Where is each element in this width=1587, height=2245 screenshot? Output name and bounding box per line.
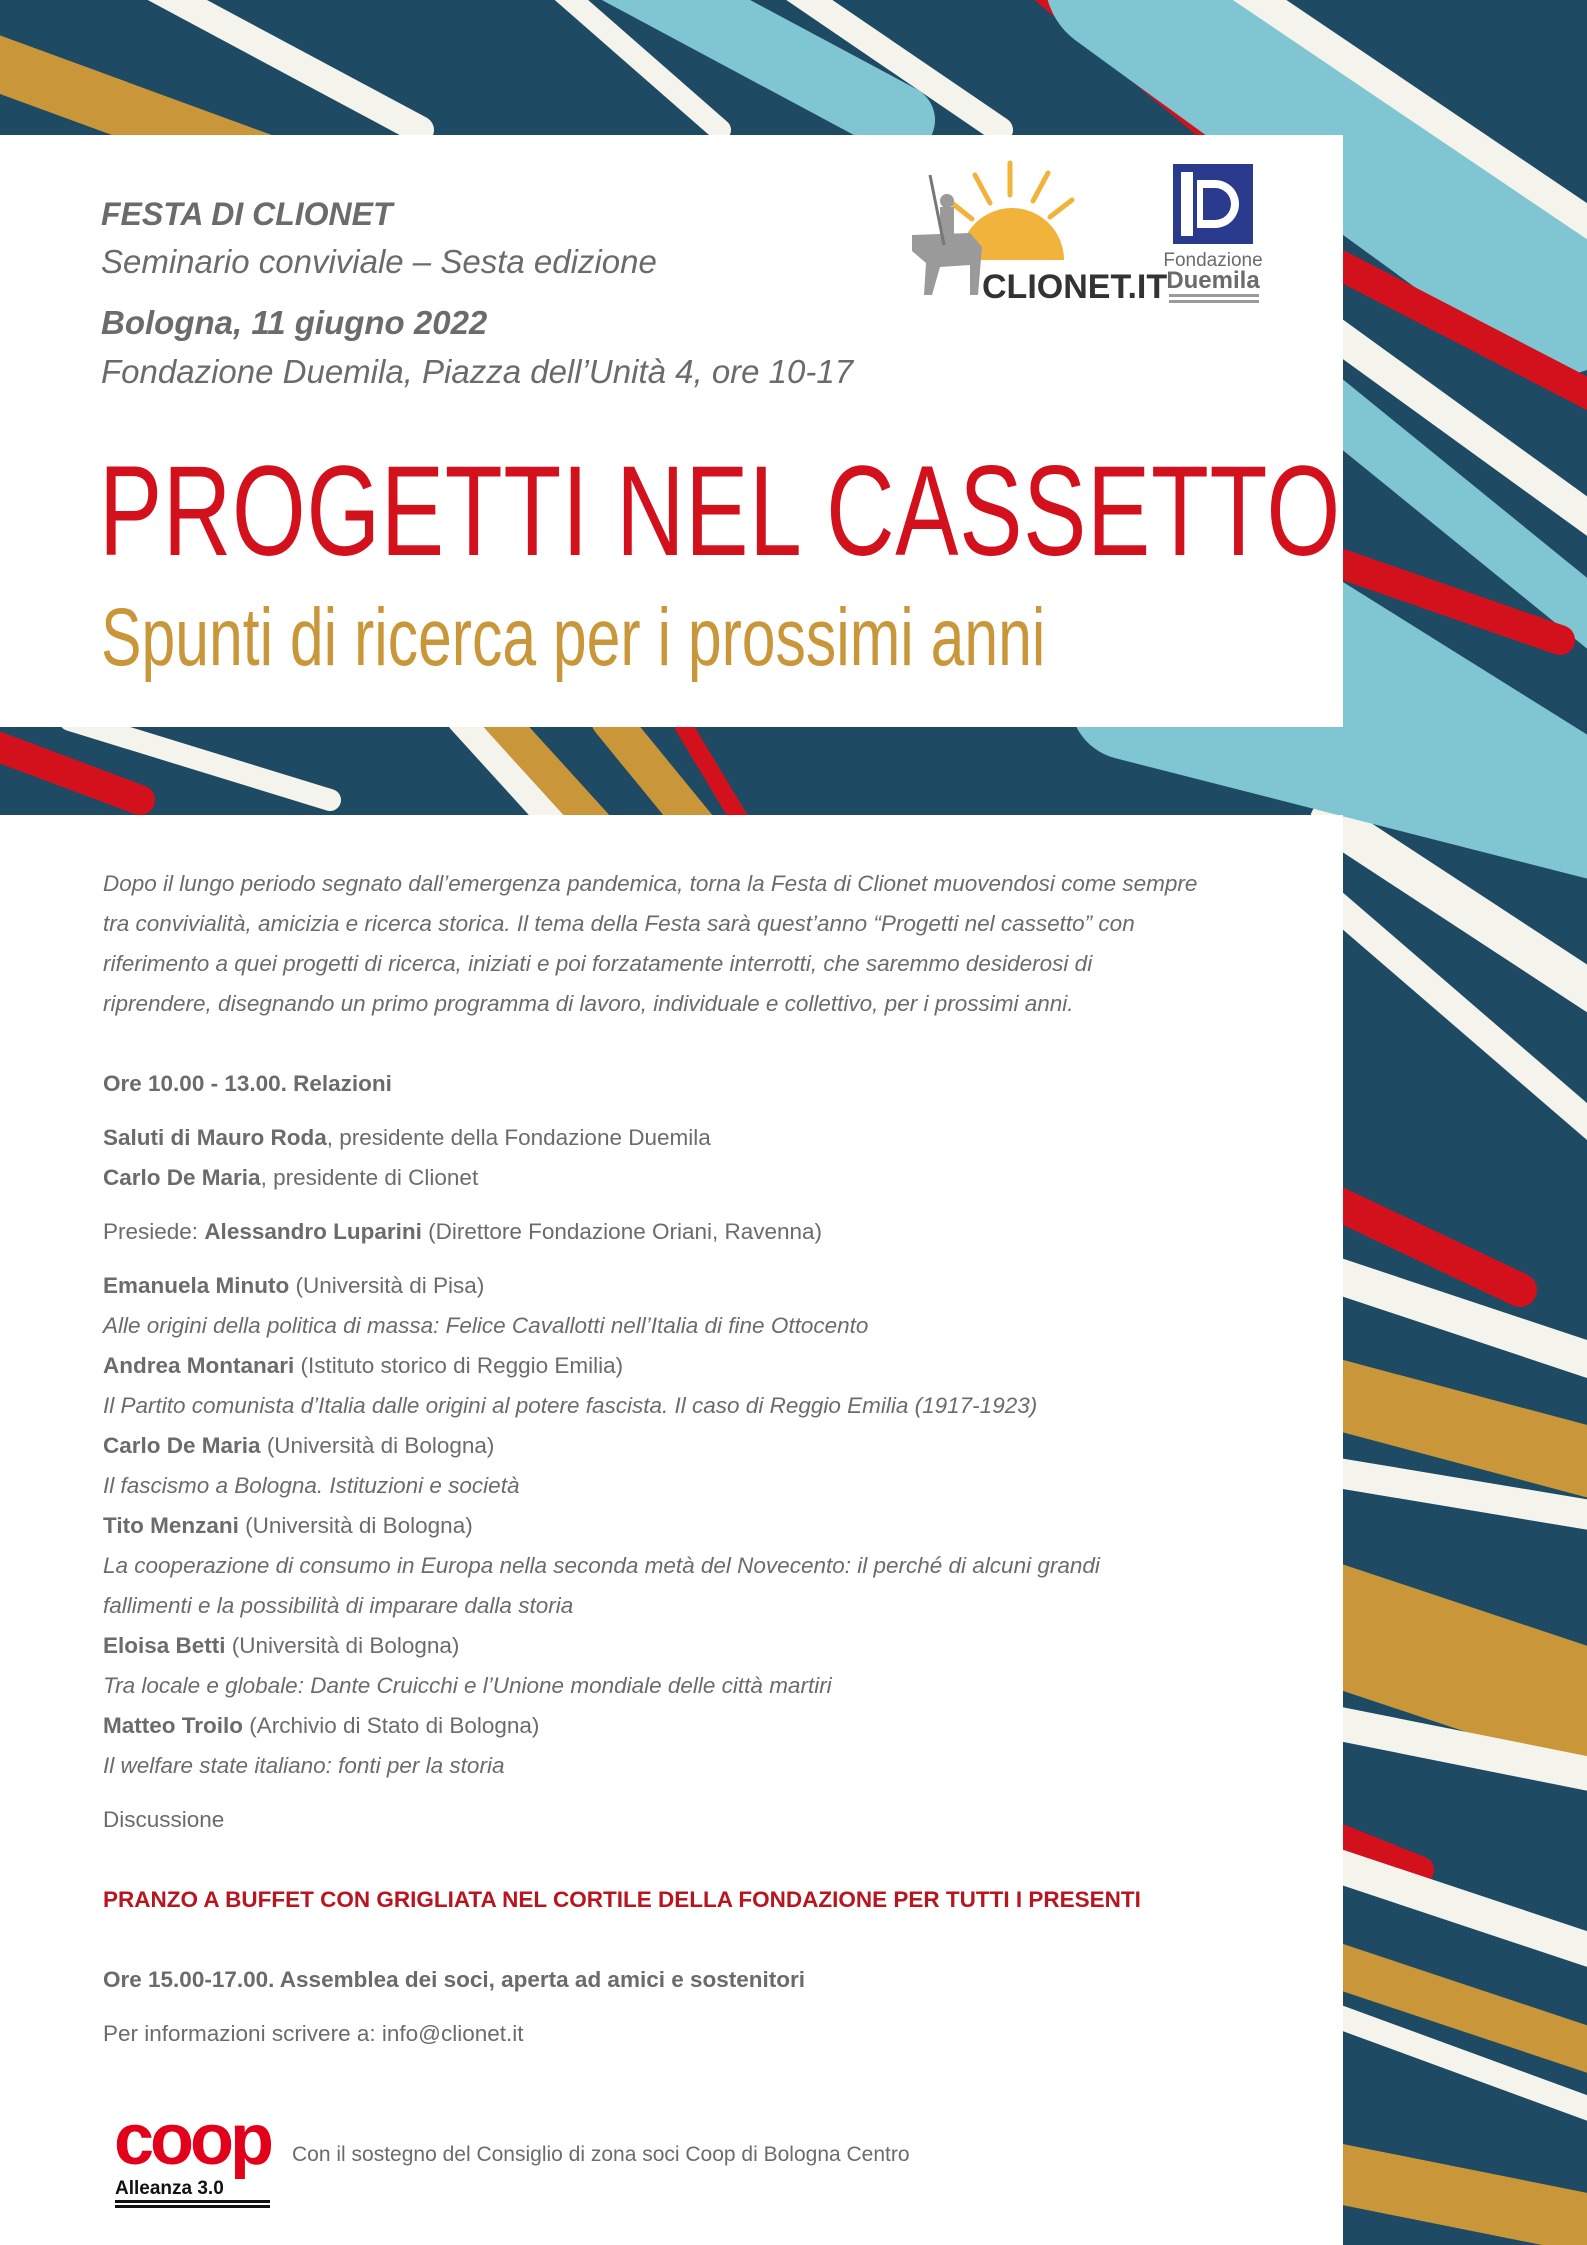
intro-line: tra convivialità, amicizia e ricerca storica. Il tema della Festa sarà quest’anno “Progetti nel cassetto” con	[103, 911, 1135, 936]
talk-title: La cooperazione di consumo in Europa nella seconda metà del Novecento: il perché di alcuni grandi	[103, 1553, 1100, 1578]
speaker-line	[103, 1426, 1283, 1466]
greeting-line	[103, 1158, 1283, 1198]
event-venue: Fondazione Duemila, Piazza dell’Unità 4, ore 10-17	[101, 353, 854, 390]
talk-title: Tra locale e globale: Dante Cruicchi e l’Unione mondiale delle città martiri	[103, 1673, 832, 1698]
coop-logo-subtext: Alleanza 3.0	[115, 2178, 224, 2199]
greeting-name: Carlo De Maria	[103, 1165, 261, 1190]
intro-line: Dopo il lungo periodo segnato dall’emergenza pandemica, torna la Festa di Clionet muovendosi come sempre	[103, 871, 1198, 896]
greeting-name: Saluti di Mauro Roda	[103, 1125, 327, 1150]
speaker-line	[103, 1506, 1283, 1546]
speaker-line	[103, 1626, 1283, 1666]
event-edition: Seminario conviviale – Sesta edizione	[101, 243, 657, 280]
speaker-name: Tito Menzani	[103, 1513, 239, 1538]
duemila-logo-line1: Fondazione	[1163, 250, 1263, 271]
coop-logo-text: coop	[114, 2100, 270, 2180]
talk-title: Alle origini della politica di massa: Felice Cavallotti nell’Italia di fine Ottocento	[103, 1313, 869, 1338]
intro-paragraph	[103, 864, 1283, 1024]
speaker-name: Andrea Montanari	[103, 1353, 295, 1378]
chair-label: Presiede:	[103, 1219, 205, 1244]
lunch-announcement: PRANZO A BUFFET CON GRIGLIATA NEL CORTILE DELLA FONDAZIONE PER TUTTI I PRESENTI	[103, 1887, 1141, 1912]
morning-heading: Ore 10.00 - 13.00. Relazioni	[103, 1071, 392, 1096]
page-title: PROGETTI NEL CASSETTO	[99, 440, 1341, 583]
speaker-name: Matteo Troilo	[103, 1713, 243, 1738]
duemila-logo-line2: Duemila	[1166, 267, 1260, 294]
clionet-logo-text: CLIONET.IT	[982, 268, 1168, 306]
speaker-line	[103, 1266, 1283, 1306]
coop-logo	[110, 2100, 275, 2214]
greeting-line	[103, 1118, 1283, 1158]
discussion-label: Discussione	[103, 1807, 225, 1832]
speaker-name: Emanuela Minuto	[103, 1273, 290, 1298]
chair-line	[103, 1212, 1283, 1252]
talk-title: Il Partito comunista d’Italia dalle origini al potere fascista. Il caso di Reggio Emilia (1917-1923)	[103, 1393, 1038, 1418]
clionet-logo	[900, 155, 1168, 315]
speaker-line	[103, 1346, 1283, 1386]
speaker-name: Carlo De Maria	[103, 1433, 261, 1458]
intro-line: riprendere, disegnando un primo programma di lavoro, individuale e collettivo, per i prossimi anni.	[103, 991, 1074, 1016]
speaker-affiliation: (Università di Pisa)	[289, 1273, 485, 1298]
afternoon-heading: Ore 15.00-17.00. Assemblea dei soci, aperta ad amici e sostenitori	[103, 1967, 806, 1992]
info-line: Per informazioni scrivere a: info@clionet.it	[103, 2021, 524, 2046]
talk-title: Il welfare state italiano: fonti per la storia	[103, 1753, 505, 1778]
talk-title: fallimenti e la possibilità di imparare dalla storia	[103, 1593, 574, 1618]
event-name: FESTA DI CLIONET	[101, 196, 393, 232]
speaker-affiliation: (Università di Bologna)	[225, 1633, 460, 1658]
greeting-role: , presidente della Fondazione Duemila	[326, 1125, 711, 1150]
fondazione-duemila-logo	[1155, 160, 1275, 310]
speaker-affiliation: (Università di Bologna)	[238, 1513, 473, 1538]
talk-title: Il fascismo a Bologna. Istituzioni e società	[103, 1473, 520, 1498]
chair-name: Alessandro Luparini	[204, 1219, 422, 1244]
speaker-line	[103, 1706, 1283, 1746]
speaker-affiliation: (Istituto storico di Reggio Emilia)	[294, 1353, 624, 1378]
program-content	[103, 864, 1283, 2054]
speaker-name: Eloisa Betti	[103, 1633, 226, 1658]
page-subtitle: Spunti di ricerca per i prossimi anni	[101, 592, 1046, 683]
event-date: Bologna, 11 giugno 2022	[101, 304, 488, 341]
chair-affiliation: (Direttore Fondazione Oriani, Ravenna)	[421, 1219, 823, 1244]
support-credit: Con il sostegno del Consiglio di zona soci Coop di Bologna Centro	[292, 2143, 910, 2166]
intro-line: riferimento a quei progetti di ricerca, iniziati e poi forzatamente interrotti, che saremmo desiderosi di	[103, 951, 1093, 976]
speaker-affiliation: (Università di Bologna)	[260, 1433, 495, 1458]
greeting-role: , presidente di Clionet	[260, 1165, 479, 1190]
speaker-affiliation: (Archivio di Stato di Bologna)	[243, 1713, 540, 1738]
